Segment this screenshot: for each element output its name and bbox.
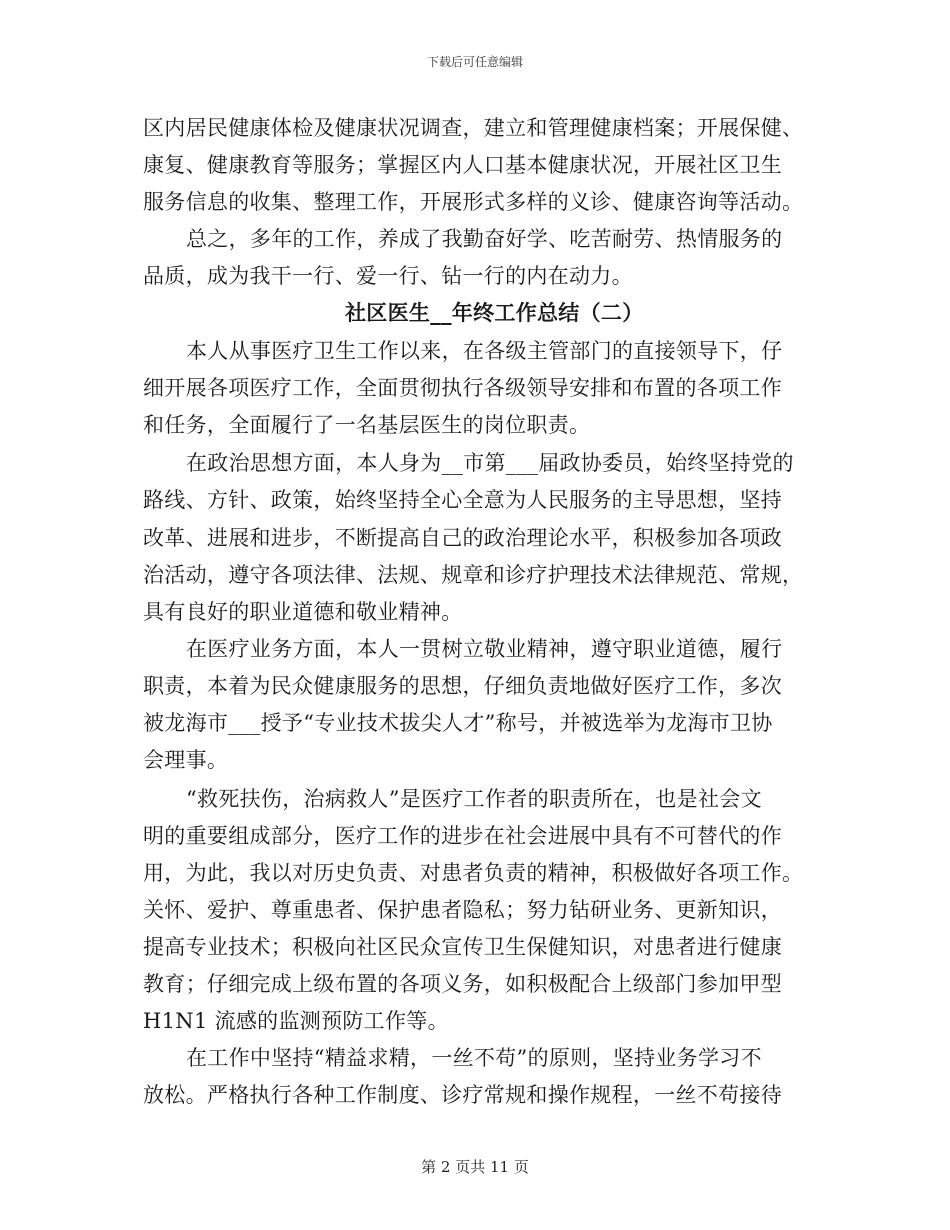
text-line: 和任务，全面履行了一名基层医生的岗位职责。 — [143, 413, 591, 437]
text-line: 品质，成为我干一行、爱一行、钻一行的内在动力。 — [143, 264, 633, 288]
text-line: 用，为此，我以对历史负责、对患者负责的精神，积极做好各项工作。 — [143, 861, 804, 885]
text-line: 细开展各项医疗工作，全面贯彻执行各级领导安排和布置的各项工作 — [143, 376, 782, 400]
text-line: 康复、健康教育等服务；掌握区内人口基本健康状况，开展社区卫生 — [143, 153, 782, 177]
text-line: 会理事。 — [143, 748, 229, 772]
text-line: 被龙海市___授予“专业技术拔尖人才”称号，并被选举为龙海市卫协 — [143, 711, 773, 735]
text-line: 服务信息的收集、整理工作，开展形式多样的义诊、健康咨询等活动。 — [143, 190, 804, 214]
text-line: 在工作中坚持“精益求精，一丝不苟”的原则，坚持业务学习不 — [186, 1046, 762, 1070]
text-line: “救死扶伤，治病救人”是医疗工作者的职责所在，也是社会文 — [186, 787, 762, 811]
text-line: 治活动，遵守各项法律、法规、规章和诊疗护理技术法律规范、常规， — [143, 563, 804, 587]
text-line: 放松。严格执行各种工作制度、诊疗常规和操作规程，一丝不苟接待 — [143, 1083, 782, 1107]
text-line: 在医疗业务方面，本人一贯树立敬业精神，遵守职业道德，履行 — [186, 637, 783, 661]
text-line: 改革、进展和进步，不断提高自己的政治理论水平，积极参加各项政 — [143, 526, 782, 550]
text-line: 教育；仔细完成上级布置的各项义务，如积极配合上级部门参加甲型 — [143, 972, 782, 996]
text-line: 本人从事医疗卫生工作以来，在各级主管部门的直接领导下，仔 — [186, 339, 783, 363]
text-line: 路线、方针、政策，始终坚持全心全意为人民服务的主导思想，坚持 — [143, 488, 782, 512]
text-line: 具有良好的职业道德和敬业精神。 — [143, 600, 463, 624]
text-line: 关怀、爱护、尊重患者、保护患者隐私；努力钻研业务、更新知识， — [143, 898, 782, 922]
text-line: H1N1 流感的监测预防工作等。 — [143, 1009, 449, 1033]
page-header: 下载后可任意编辑 — [426, 55, 523, 69]
text-line: 区内居民健康体检及健康状况调查，建立和管理健康档案；开展保健、 — [143, 116, 804, 140]
page-footer: 第 2 页共 11 页 — [421, 1158, 529, 1176]
text-line: 在政治思想方面，本人身为__市第___届政协委员，始终坚持党的 — [186, 451, 794, 475]
text-line: 提高专业技术；积极向社区民众宣传卫生保健知识，对患者进行健康 — [143, 935, 782, 959]
text-line: 职责，本着为民众健康服务的思想，仔细负责地做好医疗工作，多次 — [143, 674, 782, 698]
section-title: 社区医生__年终工作总结（二） — [345, 300, 644, 325]
text-line: 总之，多年的工作，养成了我勤奋好学、吃苦耐劳、热情服务的 — [186, 227, 783, 251]
text-line: 明的重要组成部分，医疗工作的进步在社会进展中具有不可替代的作 — [143, 824, 782, 848]
